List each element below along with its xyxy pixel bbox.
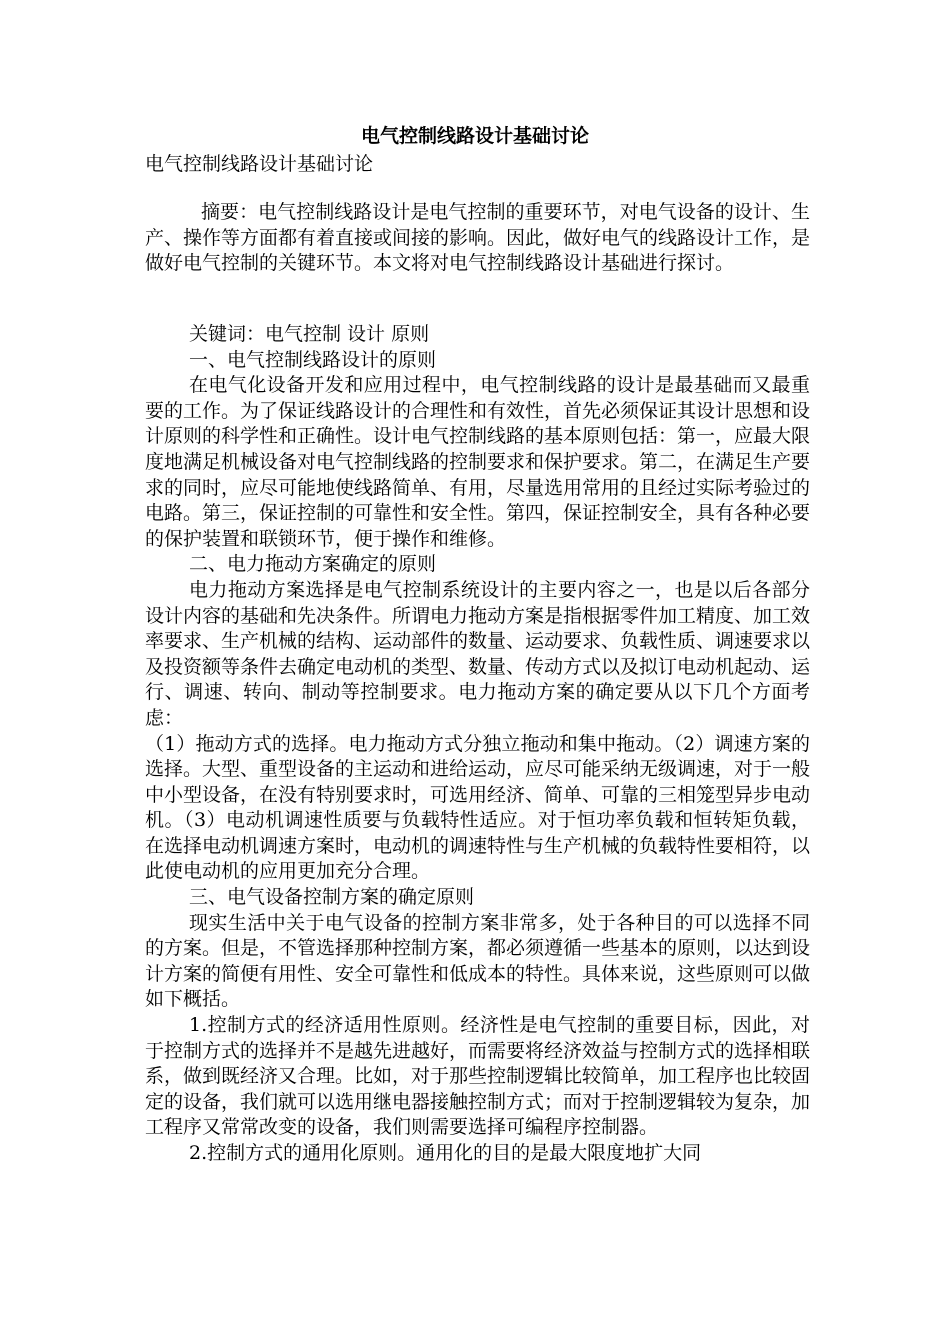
abstract-paragraph: 摘要：电气控制线路设计是电气控制的重要环节，对电气设备的设计、生产、操作等方面都有着直接或间接的影响。因此，做好电气的线路设计工作，是做好电气控制的关键环节。本文将对电气控制线路设计基础进行探讨。 (145, 201, 811, 275)
body-paragraph: 在电气化设备开发和应用过程中，电气控制线路的设计是最基础而又最重要的工作。为了保证线路设计的合理性和有效性，首先必须保证其设计思想和设计原则的科学性和正确性。设计电气控制线路的基本原则包括：第一，应最大限度地满足机械设备对电气控制线路的控制要求和保护要求。第二，在满足生产要求的同时，应尽可能地使线路简单、有用，尽量选用常用的且经过实际考验过的电路。第三，保证控制的可靠性和安全性。第四，保证控制安全，具有各种必要的保护装置和联锁环节，便于操作和维修。 (145, 374, 811, 550)
document-subtitle: 电气控制线路设计基础讨论 (145, 153, 374, 175)
body-paragraph: 2.控制方式的通用化原则。通用化的目的是最大限度地扩大同 (189, 1142, 702, 1164)
body-paragraph: 1.控制方式的经济适用性原则。经济性是电气控制的重要目标，因此，对于控制方式的选择并不是越先进越好，而需要将经济效益与控制方式的选择相联系，做到既经济又合理。比如，对于那些控制逻辑比较简单，加工程序也比较固定的设备，我们就可以选用继电器接触控制方式；而对于控制逻辑较为复杂，加工程序又常常改变的设备，我们则需要选择可编程序控制器。 (145, 1014, 811, 1139)
section-heading-3: 三、电气设备控制方案的确定原则 (189, 886, 475, 909)
section-heading-2: 二、电力拖动方案确定的原则 (189, 553, 437, 576)
body-paragraph: 电力拖动方案选择是电气控制系统设计的主要内容之一，也是以后各部分设计内容的基础和先决条件。所谓电力拖动方案是指根据零件加工精度、加工效率要求、生产机械的结构、运动部件的数量、运动要求、负载性质、调速要求以及投资额等条件去确定电动机的类型、数量、传动方式以及拟订电动机起动、运行、调速、转向、制动等控制要求。电力拖动方案的确定要从以下几个方面考虑： (145, 578, 811, 729)
body-paragraph: 现实生活中关于电气设备的控制方案非常多，处于各种目的可以选择不同的方案。但是，不管选择那种控制方案，都必须遵循一些基本的原则，以达到设计方案的简便有用性、安全可靠性和低成本的特性。具体来说，这些原则可以做如下概括。 (145, 911, 811, 1011)
main-body (145, 322, 810, 1167)
keywords-line: 关键词：电气控制 设计 原则 (189, 323, 430, 345)
section-heading-1: 一、电气控制线路设计的原则 (189, 348, 437, 371)
body-paragraph-list: （1）拖动方式的选择。电力拖动方式分独立拖动和集中拖动。（2）调速方案的选择。大型、重型设备的主运动和进给运动，应尽可能采纳无级调速，对于一般中小型设备，在没有特别要求时，可选用经济、简单、可靠的三相笼型异步电动机。（3）电动机调速性质要与负载特性适应。对于恒功率负载和恒转矩负载，在选择电动机调速方案时，电动机的调速特性与生产机械的负载特性要相符，以此使电动机的应用更加充分合理。 (145, 732, 811, 883)
document-title: 电气控制线路设计基础讨论 (360, 125, 589, 147)
